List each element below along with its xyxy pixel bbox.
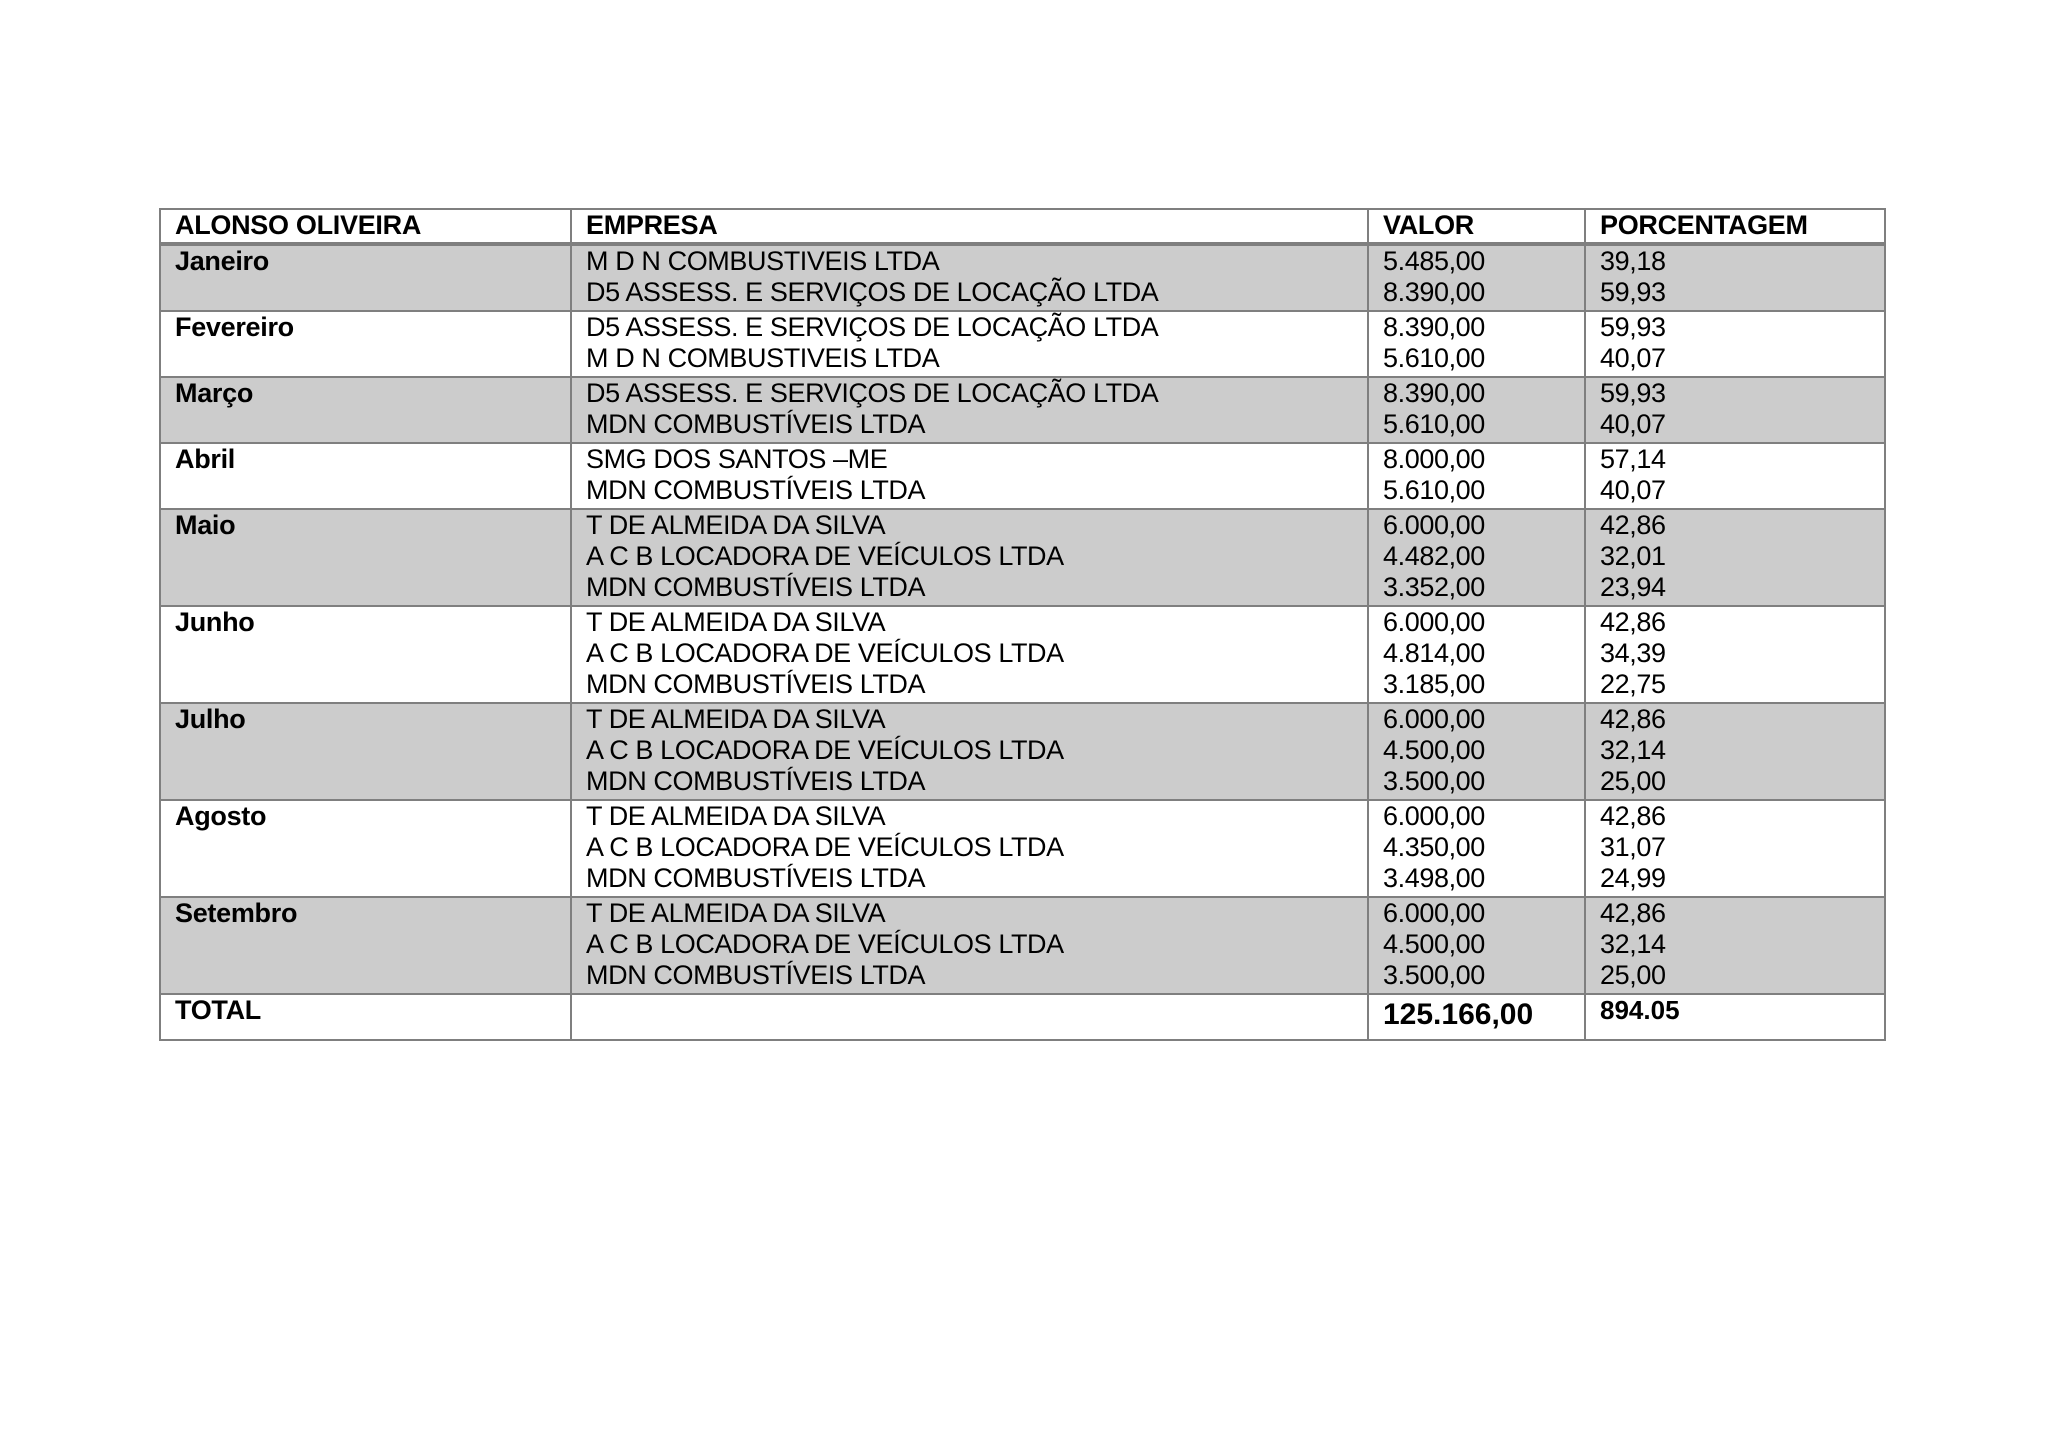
percent-line: 42,86 [1600, 704, 1666, 734]
company-cell [571, 800, 1368, 897]
table-row [160, 703, 1885, 800]
value-line: 5.485,00 [1383, 246, 1485, 276]
percent-cell [1585, 443, 1885, 509]
value-line: 3.500,00 [1383, 960, 1485, 990]
company-line: MDN COMBUSTÍVEIS LTDA [586, 766, 926, 796]
total-percent: 894.05 [1600, 995, 1680, 1025]
value-line: 3.185,00 [1383, 669, 1485, 699]
company-cell [571, 377, 1368, 443]
percent-line: 22,75 [1600, 669, 1666, 699]
month-cell: Julho [160, 703, 571, 800]
table-row [160, 606, 1885, 703]
header-company: EMPRESA [571, 209, 1368, 244]
percent-line: 25,00 [1600, 766, 1666, 796]
percent-line: 42,86 [1600, 607, 1666, 637]
value-cell [1368, 377, 1585, 443]
value-line: 6.000,00 [1383, 510, 1485, 540]
percent-line: 25,00 [1600, 960, 1666, 990]
header-percent: PORCENTAGEM [1585, 209, 1885, 244]
percent-cell [1585, 244, 1885, 311]
table-row [160, 244, 1885, 311]
value-cell [1368, 800, 1585, 897]
value-line: 8.390,00 [1383, 378, 1485, 408]
company-cell [571, 703, 1368, 800]
total-value: 125.166,00 [1383, 998, 1534, 1031]
percent-line: 34,39 [1600, 638, 1666, 668]
value-line: 8.390,00 [1383, 312, 1485, 342]
company-line: MDN COMBUSTÍVEIS LTDA [586, 475, 926, 505]
company-cell [571, 606, 1368, 703]
percent-cell [1585, 606, 1885, 703]
month-cell: Setembro [160, 897, 571, 994]
value-line: 3.498,00 [1383, 863, 1485, 893]
value-line: 6.000,00 [1383, 704, 1485, 734]
month-cell: Maio [160, 509, 571, 606]
table-body [160, 244, 1885, 1040]
header-value: VALOR [1368, 209, 1585, 244]
company-line: SMG DOS SANTOS –ME [586, 444, 888, 474]
company-cell [571, 443, 1368, 509]
month-cell: Junho [160, 606, 571, 703]
value-line: 8.390,00 [1383, 277, 1485, 307]
value-line: 6.000,00 [1383, 607, 1485, 637]
company-line: MDN COMBUSTÍVEIS LTDA [586, 572, 926, 602]
company-line: D5 ASSESS. E SERVIÇOS DE LOCAÇÃO LTDA [586, 312, 1159, 342]
month-cell: Fevereiro [160, 311, 571, 377]
company-line: MDN COMBUSTÍVEIS LTDA [586, 960, 926, 990]
percent-line: 32,14 [1600, 735, 1666, 765]
table-row [160, 897, 1885, 994]
percent-line: 59,93 [1600, 312, 1666, 342]
value-line: 8.000,00 [1383, 444, 1485, 474]
value-cell [1368, 897, 1585, 994]
percent-line: 32,14 [1600, 929, 1666, 959]
value-line: 4.482,00 [1383, 541, 1485, 571]
total-percent-cell [1585, 994, 1885, 1040]
percent-line: 57,14 [1600, 444, 1666, 474]
company-line: D5 ASSESS. E SERVIÇOS DE LOCAÇÃO LTDA [586, 277, 1159, 307]
percent-line: 42,86 [1600, 510, 1666, 540]
company-line: T DE ALMEIDA DA SILVA [586, 510, 886, 540]
table-row [160, 311, 1885, 377]
value-line: 3.352,00 [1383, 572, 1485, 602]
value-line: 5.610,00 [1383, 475, 1485, 505]
month-cell: Janeiro [160, 244, 571, 311]
percent-line: 31,07 [1600, 832, 1666, 862]
percent-cell [1585, 509, 1885, 606]
value-cell [1368, 244, 1585, 311]
company-cell [571, 897, 1368, 994]
company-line: A C B LOCADORA DE VEÍCULOS LTDA [586, 832, 1064, 862]
value-cell [1368, 509, 1585, 606]
value-cell [1368, 606, 1585, 703]
value-line: 4.814,00 [1383, 638, 1485, 668]
value-line: 5.610,00 [1383, 409, 1485, 439]
percent-line: 40,07 [1600, 475, 1666, 505]
total-company-cell [571, 994, 1368, 1040]
percent-cell [1585, 800, 1885, 897]
table-row [160, 443, 1885, 509]
percent-line: 39,18 [1600, 246, 1666, 276]
company-line: M D N COMBUSTIVEIS LTDA [586, 343, 940, 373]
month-cell: Agosto [160, 800, 571, 897]
month-cell: Abril [160, 443, 571, 509]
company-cell [571, 311, 1368, 377]
value-line: 6.000,00 [1383, 801, 1485, 831]
company-line: MDN COMBUSTÍVEIS LTDA [586, 863, 926, 893]
company-line: T DE ALMEIDA DA SILVA [586, 801, 886, 831]
company-cell [571, 509, 1368, 606]
company-line: A C B LOCADORA DE VEÍCULOS LTDA [586, 735, 1064, 765]
percent-cell [1585, 311, 1885, 377]
total-label: TOTAL [160, 994, 571, 1040]
percent-line: 40,07 [1600, 409, 1666, 439]
percent-cell [1585, 897, 1885, 994]
percent-line: 59,93 [1600, 277, 1666, 307]
percent-cell [1585, 703, 1885, 800]
value-line: 6.000,00 [1383, 898, 1485, 928]
value-line: 4.500,00 [1383, 929, 1485, 959]
value-line: 4.500,00 [1383, 735, 1485, 765]
table-row [160, 509, 1885, 606]
company-line: MDN COMBUSTÍVEIS LTDA [586, 669, 926, 699]
company-line: A C B LOCADORA DE VEÍCULOS LTDA [586, 541, 1064, 571]
value-cell [1368, 311, 1585, 377]
company-cell [571, 244, 1368, 311]
total-row [160, 994, 1885, 1040]
value-line: 5.610,00 [1383, 343, 1485, 373]
percent-line: 42,86 [1600, 898, 1666, 928]
table-header-row [160, 209, 1885, 244]
value-line: 4.350,00 [1383, 832, 1485, 862]
value-line: 3.500,00 [1383, 766, 1485, 796]
percent-line: 42,86 [1600, 801, 1666, 831]
percent-line: 40,07 [1600, 343, 1666, 373]
percent-line: 59,93 [1600, 378, 1666, 408]
header-month: ALONSO OLIVEIRA [160, 209, 571, 244]
company-line: T DE ALMEIDA DA SILVA [586, 704, 886, 734]
table-row [160, 800, 1885, 897]
company-line: A C B LOCADORA DE VEÍCULOS LTDA [586, 929, 1064, 959]
company-line: D5 ASSESS. E SERVIÇOS DE LOCAÇÃO LTDA [586, 378, 1159, 408]
percent-cell [1585, 377, 1885, 443]
total-value-cell [1368, 994, 1585, 1040]
percent-line: 23,94 [1600, 572, 1666, 602]
table-row [160, 377, 1885, 443]
company-line: MDN COMBUSTÍVEIS LTDA [586, 409, 926, 439]
company-line: M D N COMBUSTIVEIS LTDA [586, 246, 940, 276]
monthly-payments-table [159, 208, 1886, 1041]
company-line: T DE ALMEIDA DA SILVA [586, 898, 886, 928]
company-line: T DE ALMEIDA DA SILVA [586, 607, 886, 637]
percent-line: 32,01 [1600, 541, 1666, 571]
value-cell [1368, 443, 1585, 509]
value-cell [1368, 703, 1585, 800]
percent-line: 24,99 [1600, 863, 1666, 893]
company-line: A C B LOCADORA DE VEÍCULOS LTDA [586, 638, 1064, 668]
month-cell: Março [160, 377, 571, 443]
